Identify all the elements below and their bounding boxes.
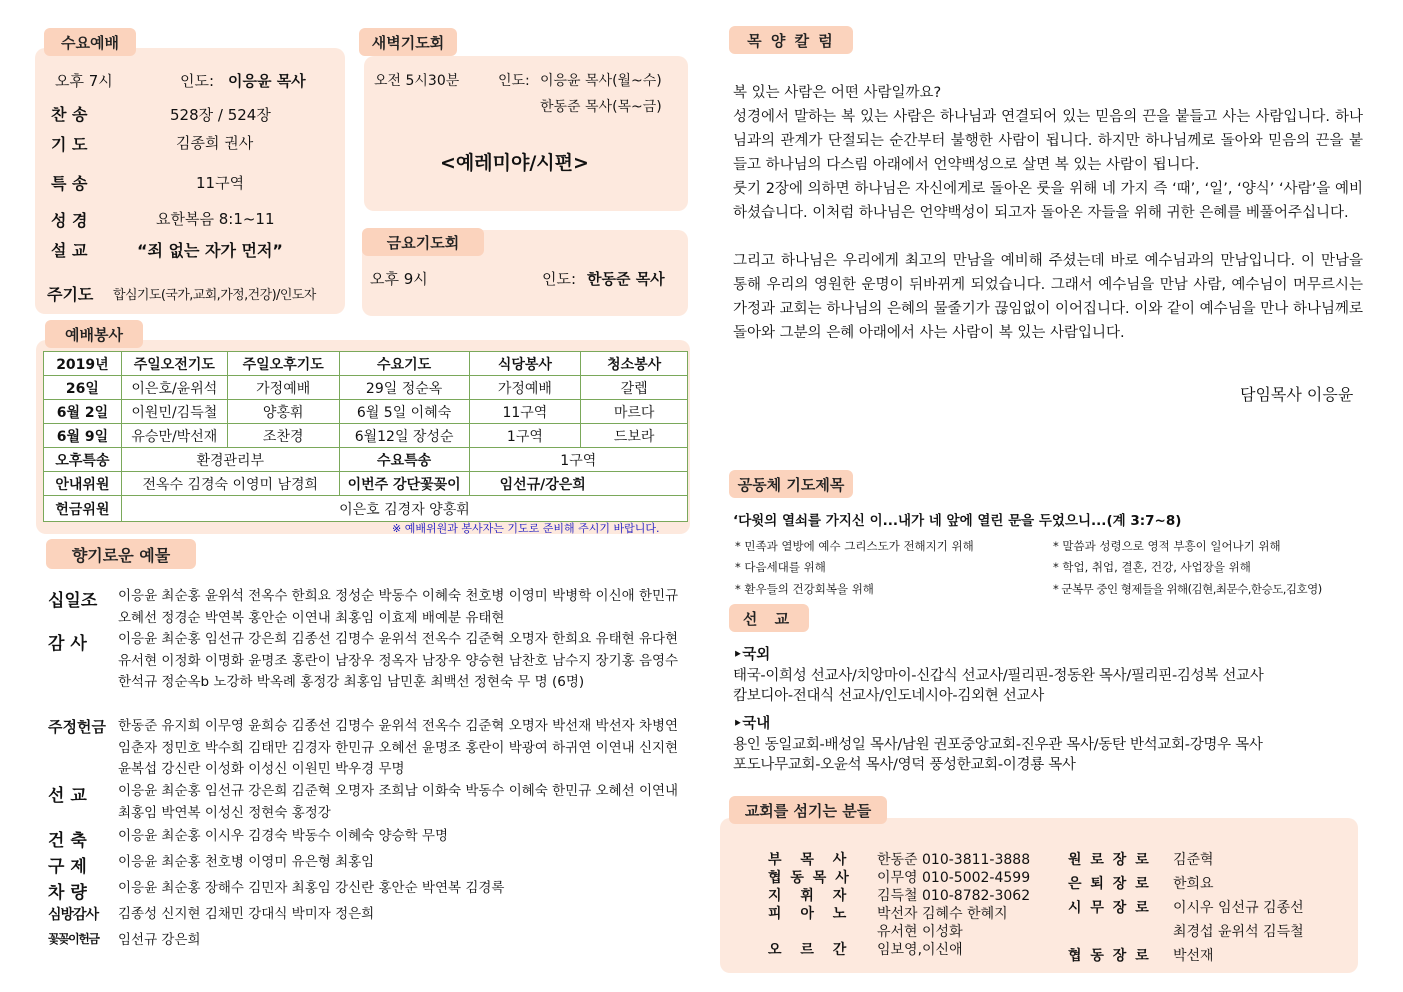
column-title: 목 양 칼 럼: [729, 26, 853, 54]
offering-names: 김종성 신지현 김채민 강대식 박미자 정은희: [118, 906, 375, 922]
servant-names: 유서현 이성화: [877, 924, 963, 940]
friday-title: 금요기도회: [362, 228, 484, 256]
hymn-label: 찬 송: [51, 105, 88, 124]
offering-names: 이응윤 최순홍 천호병 이영미 유은형 최홍임: [118, 854, 375, 870]
friday-time: 오후 9시: [370, 270, 428, 288]
table-cell: 유승만/박선재: [121, 424, 227, 448]
hymn-value: 528장 / 524장: [170, 106, 271, 124]
prayer-topics-title: 공동체 기도제목: [729, 470, 853, 498]
offering-label: 심방감사: [48, 907, 99, 923]
servant-role: 오 르 간: [768, 942, 847, 958]
servant-names: 이시우 임선규 김종선: [1173, 900, 1304, 916]
service-note: ※ 예배위원과 봉사자는 기도로 준비해 주시기 바랍니다.: [392, 522, 660, 535]
offering-row-visit: [48, 904, 683, 926]
offering-names: 한동준 유지희 이무영 윤희승 김종선 김명수 윤위석 전옥수 김준혁 오명자 박선재 박선자 차병연 임춘자 정민호 박수희 김태만 김경자 한민규 오혜선 윤명조 홍란이 박광여 하귀연 이연내 신지현 윤복섭 강신란 이성화 이성신 이원민 박우경 무명: [118, 718, 679, 777]
service-title: 예배봉사: [45, 320, 143, 348]
servant-names: 임보영,이신애: [877, 942, 963, 958]
special-value: 11구역: [196, 174, 245, 192]
table-row: [44, 496, 688, 522]
servant-role: 협 동 장 로: [1068, 948, 1149, 964]
prayer-item: * 군복무 중인 형제들을 위해(김현,최문수,한승도,김호영): [1053, 582, 1322, 596]
table-row: [44, 424, 688, 448]
servant-names: 최경섭 윤위석 김득철: [1173, 924, 1304, 940]
afternoon-special-value: 환경관리부: [121, 448, 339, 472]
table-cell: 드보라: [581, 424, 688, 448]
offering-label: 꽃꽂이헌금: [48, 932, 99, 946]
offering-label: 헌금위원: [44, 496, 122, 522]
table-header: 청소봉사: [581, 352, 688, 376]
table-header: 2019년: [44, 352, 122, 376]
dawn-time: 오전 5시30분: [374, 73, 460, 89]
offering-names: 이응윤 최순홍 장해수 김민자 최홍임 강신란 홍안순 박연복 김경록: [118, 880, 505, 896]
offering-row-tithe: [48, 586, 683, 629]
mission-overseas-label: ‣국외: [733, 647, 771, 663]
mission-title: 선 교: [729, 604, 809, 632]
servant-names: 박선재: [1173, 948, 1214, 964]
friday-leader-label: 인도:: [542, 270, 577, 288]
servant-names: 김준혁: [1173, 852, 1214, 868]
offering-names: 임선규 강은희: [118, 932, 201, 948]
friday-leader: 한동준 목사: [587, 270, 665, 288]
flower-label: 이번주 강단꽃꽂이: [339, 472, 469, 496]
offering-label: 감 사: [48, 634, 87, 654]
wed-special-value: 1구역: [469, 448, 687, 472]
offering-row-weekly: [48, 716, 683, 781]
wednesday-title: 수요예배: [44, 28, 136, 56]
servant-names: 김득철 010-8782-3062: [877, 888, 1031, 904]
sermon-label: 설 교: [51, 241, 88, 260]
table-cell: 26일: [44, 376, 122, 400]
offering-row-flower: [48, 930, 683, 952]
mission-overseas-line: 캄보디아-전대식 선교사/인도네시아-김외현 선교사: [733, 688, 1044, 704]
table-cell: 6월 5일 이혜숙: [339, 400, 469, 424]
dawn-leader-2: 한동준 목사(목~금): [540, 99, 662, 115]
table-cell: 마르다: [581, 400, 688, 424]
table-row: [44, 448, 688, 472]
offering-label: 십일조: [48, 591, 98, 611]
offering-names: 이응윤 최순홍 윤위석 전옥수 한희요 정성순 박동수 이혜숙 천호병 이영미 박병학 이신애 한민규 오혜선 정경순 박연복 홍안순 이연내 최홍임 이효제 배예분 유태현: [118, 588, 679, 626]
servants-title: 교회를 섬기는 분들: [729, 796, 887, 824]
table-cell: 6월 9일: [44, 424, 122, 448]
usher-names: 전옥수 김경숙 이영미 남경희: [121, 472, 339, 496]
offering-row-mission: [48, 781, 683, 824]
offering-label: 차 량: [48, 883, 87, 903]
table-cell: 이원민/김득철: [121, 400, 227, 424]
table-header: 주일오후기도: [227, 352, 339, 376]
column-paragraph: 룻기 2장에 의하면 하나님은 자신에게로 돌아온 룻을 위해 네 가지 즉 ‘때’, ‘일’, ‘양식’ ‘사람’을 예비하셨습니다. 이처럼 하나님은 언약백성이 되고자 돌아온 자들을 위해 귀한 은혜를 베풀어주십니다.: [733, 181, 1363, 221]
main-prayer-value: 합심기도(국가,교회,가정,건강)/인도자: [113, 288, 316, 303]
table-cell: 양홍휘: [227, 400, 339, 424]
table-row: [44, 472, 688, 496]
scripture-value: 요한복음 8:1~11: [156, 210, 275, 228]
table-header-row: [44, 352, 688, 376]
table-cell: 29일 정순옥: [339, 376, 469, 400]
servant-names: 한희요: [1173, 876, 1214, 892]
table-cell: 가정예배: [469, 376, 581, 400]
offering-names: 이응윤 최순홍 임선규 강은희 김종선 김명수 윤위석 전옥수 김준혁 오명자 한희요 유태현 유다현 유서현 이정화 이명화 윤명조 홍란이 남장우 정옥자 남장우 양승현 남찬호 남수지 장기홍 음영수 한석규 정순옥b 노강하 박옥례 홍정강 최홍임 남민훈 최백선 정현숙 무 명 (6명): [118, 631, 679, 690]
servant-role: 부 목 사: [768, 852, 847, 868]
table-cell: 갈렙: [581, 376, 688, 400]
servant-role: 은 퇴 장 로: [1068, 876, 1149, 892]
servant-names: 한동준 010-3811-3888: [877, 852, 1031, 868]
table-cell: 가정예배: [227, 376, 339, 400]
column-paragraph: 그리고 하나님은 우리에게 최고의 만남을 예비해 주셨는데 바로 예수님과의 만남입니다. 이 만남을 통해 우리의 영원한 운명이 뒤바뀌게 되었습니다. 그래서 예수님을 만남 사람, 예수님이 머무르시는 가정과 교회는 하나님의 은혜의 물줄기가 끊임없이 이어집니다. 이와 같이 예수님을 만나 하나님께로 돌아와 그분의 은혜 아래에서 사는 사람이 복 있는 사람입니다.: [733, 253, 1363, 341]
sermon-value: “죄 없는 자가 먼저”: [137, 241, 283, 260]
table-cell: 1구역: [469, 424, 581, 448]
column-author: 담임목사 이응윤: [1240, 385, 1354, 404]
mission-domestic-line: 포도나무교회-오윤석 목사/영덕 풍성한교회-이경룡 목사: [733, 757, 1076, 773]
table-header: 수요기도: [339, 352, 469, 376]
table-cell: 6월12일 장성순: [339, 424, 469, 448]
offering-label: 건 축: [48, 831, 87, 851]
mission-domestic-line: 용인 동일교회-배성일 목사/남원 권포중앙교회-진우관 목사/동탄 반석교회-강명우 목사: [733, 737, 1263, 753]
table-cell: 이은호/윤위석: [121, 376, 227, 400]
flower-names: 임선규/강은희: [469, 472, 687, 496]
scripture-label: 성 경: [51, 211, 88, 230]
prayer-label: 기 도: [51, 135, 88, 154]
column-paragraph: 복 있는 사람은 어떤 사람일까요?: [733, 85, 942, 101]
special-label: 특 송: [51, 174, 88, 193]
offering-names: 이응윤 최순홍 이시우 김경숙 박동수 이혜숙 양승학 무명: [118, 828, 448, 844]
table-header: 식당봉사: [469, 352, 581, 376]
table-header: 주일오전기도: [121, 352, 227, 376]
servant-role: 피 아 노: [768, 906, 847, 922]
prayer-item: * 민족과 열방에 예수 그리스도가 전해지기 위해: [735, 539, 974, 553]
main-prayer-label: 주기도: [47, 285, 94, 304]
servant-role: 지 휘 자: [768, 888, 847, 904]
offering-label: 선 교: [48, 786, 87, 806]
prayer-item: * 학업, 취업, 결혼, 건강, 사업장을 위해: [1053, 560, 1251, 574]
offering-label: 구 제: [48, 857, 87, 877]
servant-role: 원 로 장 로: [1068, 852, 1149, 868]
table-row: [44, 376, 688, 400]
servant-names: 박선자 김혜수 한혜지: [877, 906, 1008, 922]
wednesday-leader-label: 인도:: [180, 72, 215, 90]
table-cell: 조찬경: [227, 424, 339, 448]
prayer-item: * 다음세대를 위해: [735, 560, 826, 574]
service-table: [43, 351, 688, 522]
servant-role: 시 무 장 로: [1068, 900, 1149, 916]
offering-names: 이응윤 최순홍 임선규 강은희 김준혁 오명자 조희남 이화숙 박동수 이혜숙 한민규 오혜선 이연내 최홍임 박연복 이성신 정현숙 홍정강: [118, 783, 679, 821]
servant-role: 협 동 목 사: [768, 870, 849, 886]
table-row: [44, 400, 688, 424]
dawn-title: 새벽기도회: [359, 28, 457, 56]
offering-row-vehicle: [48, 878, 683, 903]
table-cell: 6월 2일: [44, 400, 122, 424]
usher-label: 안내위원: [44, 472, 122, 496]
prayer-verse: ‘다윗의 열쇠를 가지신 이...내가 네 앞에 열린 문을 두었으니...(계 3:7~8): [733, 513, 1182, 529]
offering-label: 주정헌금: [48, 718, 106, 736]
offering-names: 이은호 김경자 양홍휘: [121, 496, 687, 522]
wed-special-label: 수요특송: [339, 448, 469, 472]
prayer-item: * 말씀과 성령으로 영적 부흥이 일어나기 위해: [1053, 539, 1281, 553]
mission-overseas-line: 태국-이희성 선교사/치앙마이-신갑식 선교사/필리핀-정동완 목사/필리핀-김성복 선교사: [733, 668, 1264, 684]
dawn-leader-label: 인도:: [498, 73, 530, 89]
offering-row-relief: [48, 852, 683, 877]
prayer-value: 김종희 권사: [176, 134, 254, 152]
column-paragraph: 성경에서 말하는 복 있는 사람은 하나님과 연결되어 있는 믿음의 끈을 붙들고 사는 사람입니다. 하나님과의 관계가 단절되는 순간부터 불행한 사람이 됩니다. 하지만 하나님께로 돌아와 믿음의 끈을 붙들고 하나님의 다스림 아래에서 언약백성으로 살면 복 있는 사람이 됩니다.: [733, 109, 1363, 173]
offerings-title: 향기로운 예물: [46, 539, 196, 569]
offering-row-building: [48, 826, 683, 851]
dawn-text: <예레미야/시편>: [440, 152, 589, 174]
prayer-item: * 환우들의 건강회복을 위해: [735, 582, 874, 596]
wednesday-leader: 이응윤 목사: [228, 72, 306, 90]
dawn-leader-1: 이응윤 목사(월~수): [540, 73, 662, 89]
afternoon-special-label: 오후특송: [44, 448, 122, 472]
wednesday-time: 오후 7시: [55, 72, 113, 90]
servant-names: 이무영 010-5002-4599: [877, 870, 1031, 886]
mission-domestic-label: ‣국내: [733, 716, 771, 732]
table-cell: 11구역: [469, 400, 581, 424]
offering-row-thanks: [48, 629, 683, 694]
